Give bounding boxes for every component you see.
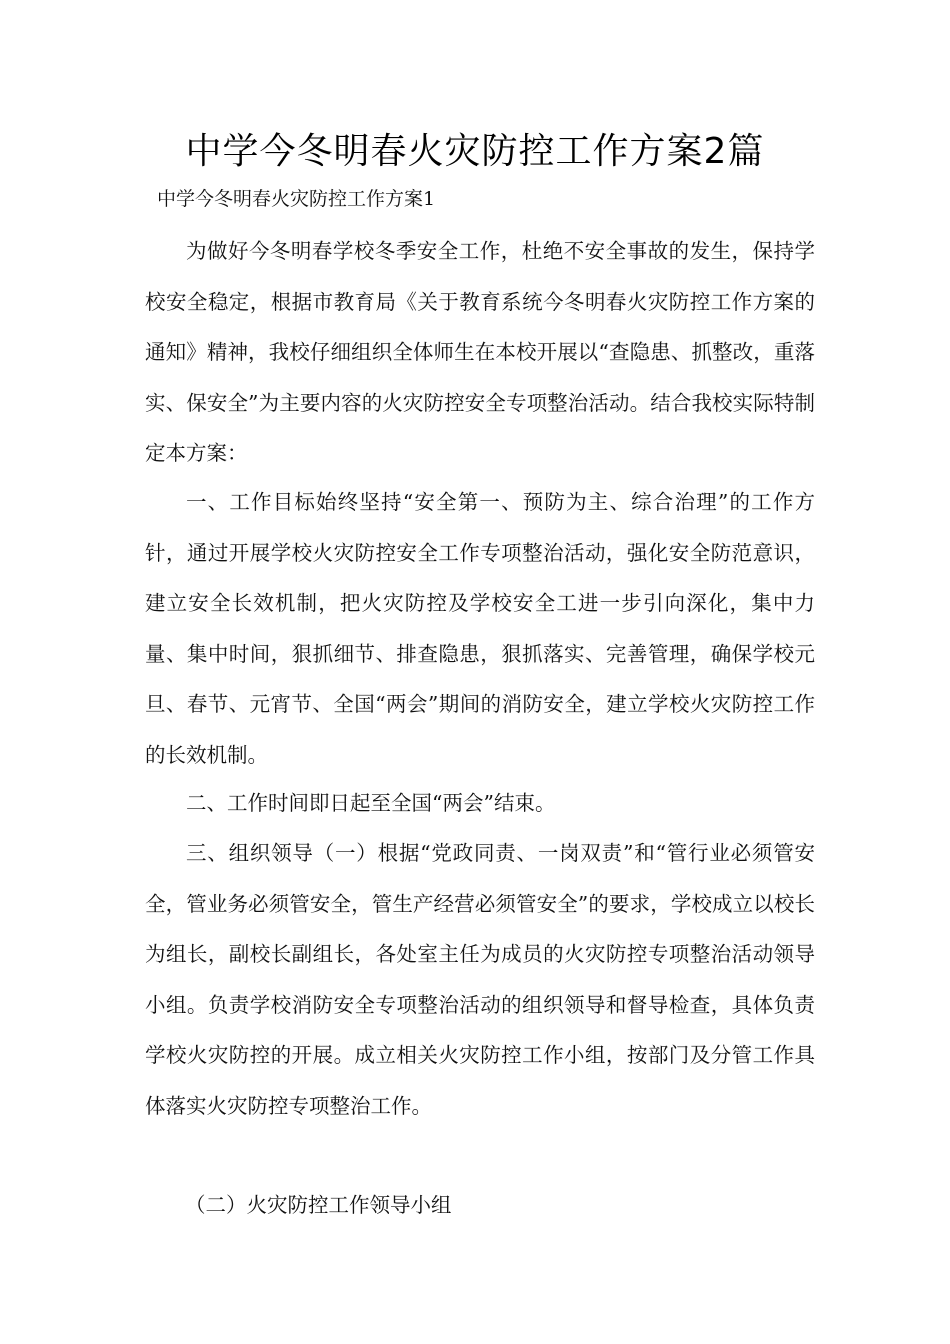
paragraph-intro: 为做好今冬明春学校冬季安全工作，杜绝不安全事故的发生，保持学校安全稳定，根据市教育局《关于教育系统今冬明春火灾防控工作方案的通知》精神，我校仔细组织全体师生在本校开展以“查隐患、抓整改，重落实、保安全”为主要内容的火灾防控安全专项整治活动。结合我校实际特制定本方案： <box>145 239 815 465</box>
paragraph-leading-group: （二）火灾防控工作领导小组 <box>185 1193 452 1217</box>
paragraph-work-goal: 一、工作目标始终坚持“安全第一、预防为主、综合治理”的工作方针，通过开展学校火灾防控安全工作专项整治活动，强化安全防范意识，建立安全长效机制，把火灾防控及学校安全工进一步引向深化，集中力量、集中时间，狠抓细节、排查隐患，狠抓落实、完善管理，确保学校元旦、春节、元宵节、全国“两会”期间的消防安全，建立学校火灾防控工作的长效机制。 <box>145 490 815 767</box>
document-title: 中学今冬明春火灾防控工作方案2篇 <box>185 131 765 172</box>
paragraph-organization: 三、组织领导（一）根据“党政同责、一岗双责”和“管行业必须管安全，管业务必须管安全，管生产经营必须管安全”的要求，学校成立以校长为组长，副校长副组长，各处室主任为成员的火灾防控专项整治活动领导小组。负责学校消防安全专项整治活动的组织领导和督导检查，具体负责学校火灾防控的开展。成立相关火灾防控工作小组，按部门及分管工作具体落实火灾防控专项整治工作。 <box>145 841 815 1118</box>
paragraph-work-time: 二、工作时间即日起至全国“两会”结束。 <box>186 791 556 815</box>
document-subtitle: 中学今冬明春火灾防控工作方案1 <box>157 188 436 210</box>
